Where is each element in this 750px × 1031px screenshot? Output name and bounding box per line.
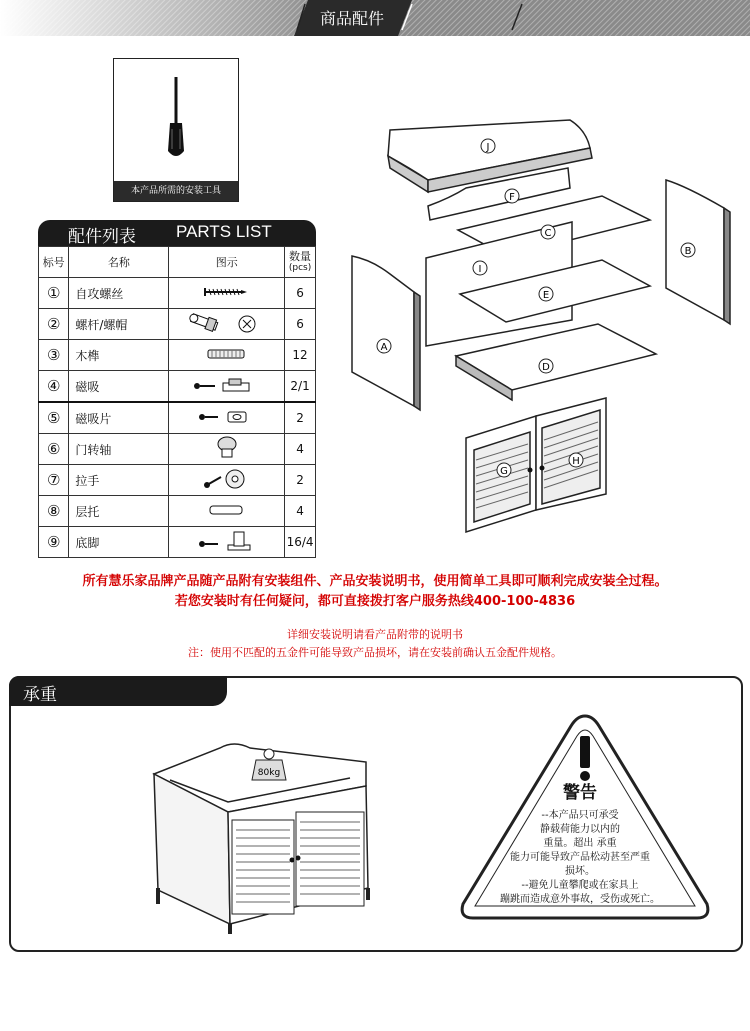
table-row [39,465,316,496]
table-row [39,309,316,340]
row-no: ⑤ [39,402,69,434]
exploded-diagram [340,110,740,550]
table-row [39,340,316,371]
row-qty: 2 [285,402,316,434]
tool-box [113,58,239,202]
panel-label-b: B [684,246,692,257]
row-qty: 2/1 [285,371,316,403]
row-name: 螺杆/螺帽 [69,309,169,340]
notice-line-2: 若您安装时有任何疑问，都可直接拨打客户服务热线400-100-4836 [174,594,576,609]
notice-line-4: 注：使用不匹配的五金件可能导致产品损坏，请在安装前确认五金配件规格。 [188,646,562,659]
panel-a [352,256,414,406]
screwdriver-icon [114,59,238,181]
magnetic-catch-icon [169,371,285,403]
warning-line: 重量。超出 承重 [543,838,617,849]
warning-line: 静载荷能力以内的 [540,824,620,835]
parts-table [38,246,316,558]
col-no: 标号 [39,247,69,278]
row-no: ① [39,278,69,309]
col-qty [285,247,316,278]
row-no: ② [39,309,69,340]
row-no: ⑧ [39,496,69,527]
bolt-and-cam-nut-icon [169,309,285,340]
row-name: 门转轴 [69,434,169,465]
row-no: ③ [39,340,69,371]
warning-line: 蹦跳而造成意外事故，受伤或死亡。 [500,894,660,905]
panel-label-c: C [544,228,552,239]
parts-list-header [38,220,316,246]
panel-label-a: A [380,342,388,353]
row-name: 磁吸 [69,371,169,403]
row-no: ⑥ [39,434,69,465]
panel-label-g: G [500,466,508,477]
col-icon: 图示 [169,247,285,278]
panel-label-d: D [542,362,550,373]
table-row [39,278,316,309]
load-tab-title: 承重 [23,685,57,705]
notice-line-1: 所有慧乐家品牌产品随产品附有安装组件、产品安装说明书，使用简单工具即可顺利完成安装全过程。 [82,574,668,589]
foot-bracket-icon [169,527,285,558]
knob-handle-icon [169,465,285,496]
shelf-support-icon [169,496,285,527]
row-name: 底脚 [69,527,169,558]
panel-label-j: J [486,142,490,153]
row-qty: 4 [285,434,316,465]
row-name: 拉手 [69,465,169,496]
warning-line: 损坏。 [565,866,595,877]
table-row [39,434,316,465]
table-row [39,371,316,403]
warning-line: --避免儿童攀爬或在家具上 [521,880,639,891]
magnet-plate-icon [169,402,285,434]
panel-label-e: E [542,290,550,301]
row-qty: 12 [285,340,316,371]
load-tab [9,676,227,706]
row-qty: 4 [285,496,316,527]
wooden-dowel-icon [169,340,285,371]
row-no: ④ [39,371,69,403]
row-name: 层托 [69,496,169,527]
table-row [39,527,316,558]
cabinet-illustration [140,738,390,938]
panel-label-f: F [509,192,515,203]
warning-line: --本产品只可承受 [541,810,619,821]
self-tapping-screw-icon [169,278,285,309]
col-qty-label: 数量 [289,249,312,263]
col-qty-unit: (pcs) [288,262,312,273]
row-no: ⑨ [39,527,69,558]
panel-label-h: H [572,456,580,467]
weight-label: 80kg [257,768,281,778]
table-row [39,496,316,527]
tool-caption: 本产品所需的安装工具 [114,181,238,201]
notice-line-3: 详细安装说明请看产品附带的说明书 [287,628,463,641]
row-no: ⑦ [39,465,69,496]
warning-title: 警告 [563,783,597,803]
row-name: 磁吸片 [69,402,169,434]
col-name: 名称 [69,247,169,278]
parts-table-header-row [39,247,316,278]
warning-line: 能力可能导致产品松动甚至严重 [510,852,650,863]
table-row [39,402,316,434]
row-name: 自攻螺丝 [69,278,169,309]
header-title: 商品配件 [319,9,384,28]
parts-list-title-cn: 配件列表 [68,227,136,247]
row-qty: 6 [285,309,316,340]
panel-label-i: I [478,264,482,275]
row-qty: 6 [285,278,316,309]
section-header [0,0,750,36]
row-qty: 2 [285,465,316,496]
row-qty: 16/4 [285,527,316,558]
parts-list-title-en: PARTS LIST [176,222,272,241]
row-name: 木榫 [69,340,169,371]
door-pivot-icon [169,434,285,465]
